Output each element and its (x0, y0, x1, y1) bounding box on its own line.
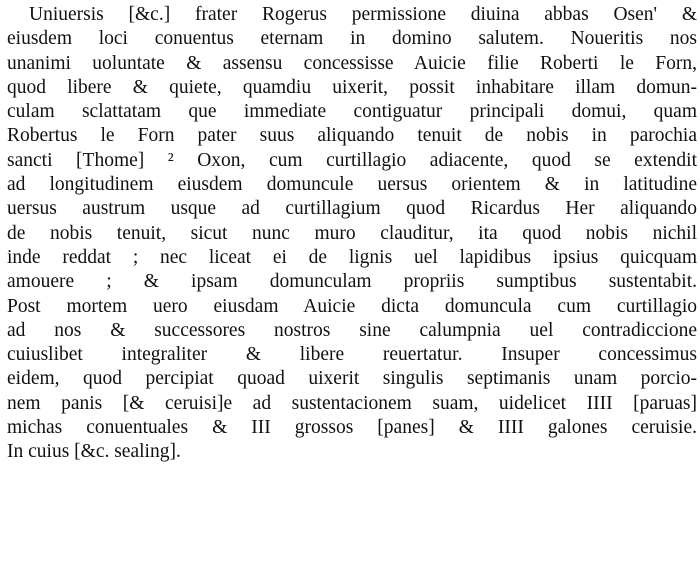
text-line: nem panis [& ceruisi]e ad sustentacionem suam, uidelicet IIII [paruas] (7, 392, 697, 414)
text-line: uersus austrum usque ad curtillagium quod Ricardus Her aliquando (7, 198, 697, 220)
text-line: ad nos & successores nostros sine calumpnia uel contradiccione (7, 319, 697, 341)
charter-text (7, 3, 697, 465)
text-line: cuiuslibet integraliter & libere reuertatur. Insuper concessimus (7, 344, 697, 366)
text-line: michas conuentuales & III grossos [panes] & IIII galones ceruisie. (7, 417, 697, 439)
text-line: ad longitudinem eiusdem domuncule uersus orientem & in latitudine (7, 174, 697, 196)
text-line: de nobis tenuit, sicut nunc muro clauditur, ita quod nobis nichil (7, 222, 697, 244)
text-line: eidem, quod percipiat quoad uixerit singulis septimanis unam porcio- (7, 368, 697, 390)
text-line: eiusdem loci conuentus eternam in domino salutem. Noueritis nos (7, 28, 697, 50)
text-line: In cuius [&c. sealing]. (7, 441, 181, 463)
text-line: sancti [Thome] ² Oxon, cum curtillagio adiacente, quod se extendit (7, 149, 697, 171)
text-line: Robertus le Forn pater suus aliquando tenuit de nobis in parochia (7, 125, 697, 147)
text-line: amouere ; & ipsam domunculam propriis sumptibus sustentabit. (7, 271, 697, 293)
text-line: Uniuersis [&c.] frater Rogerus permissione diuina abbas Osen' & (29, 4, 697, 25)
text-line: culam sclattatam que immediate contiguatur principali domui, quam (7, 101, 697, 123)
text-line: inde reddat ; nec liceat ei de lignis uel lapidibus ipsius quicquam (7, 246, 697, 268)
text-line: quod libere & quiete, quamdiu uixerit, possit inhabitare illam domun- (7, 76, 697, 98)
text-line: unanimi uoluntate & assensu concessisse Auicie filie Roberti le Forn, (7, 52, 697, 74)
text-line: Post mortem uero eiusdam Auicie dicta domuncula cum curtillagio (7, 295, 697, 317)
